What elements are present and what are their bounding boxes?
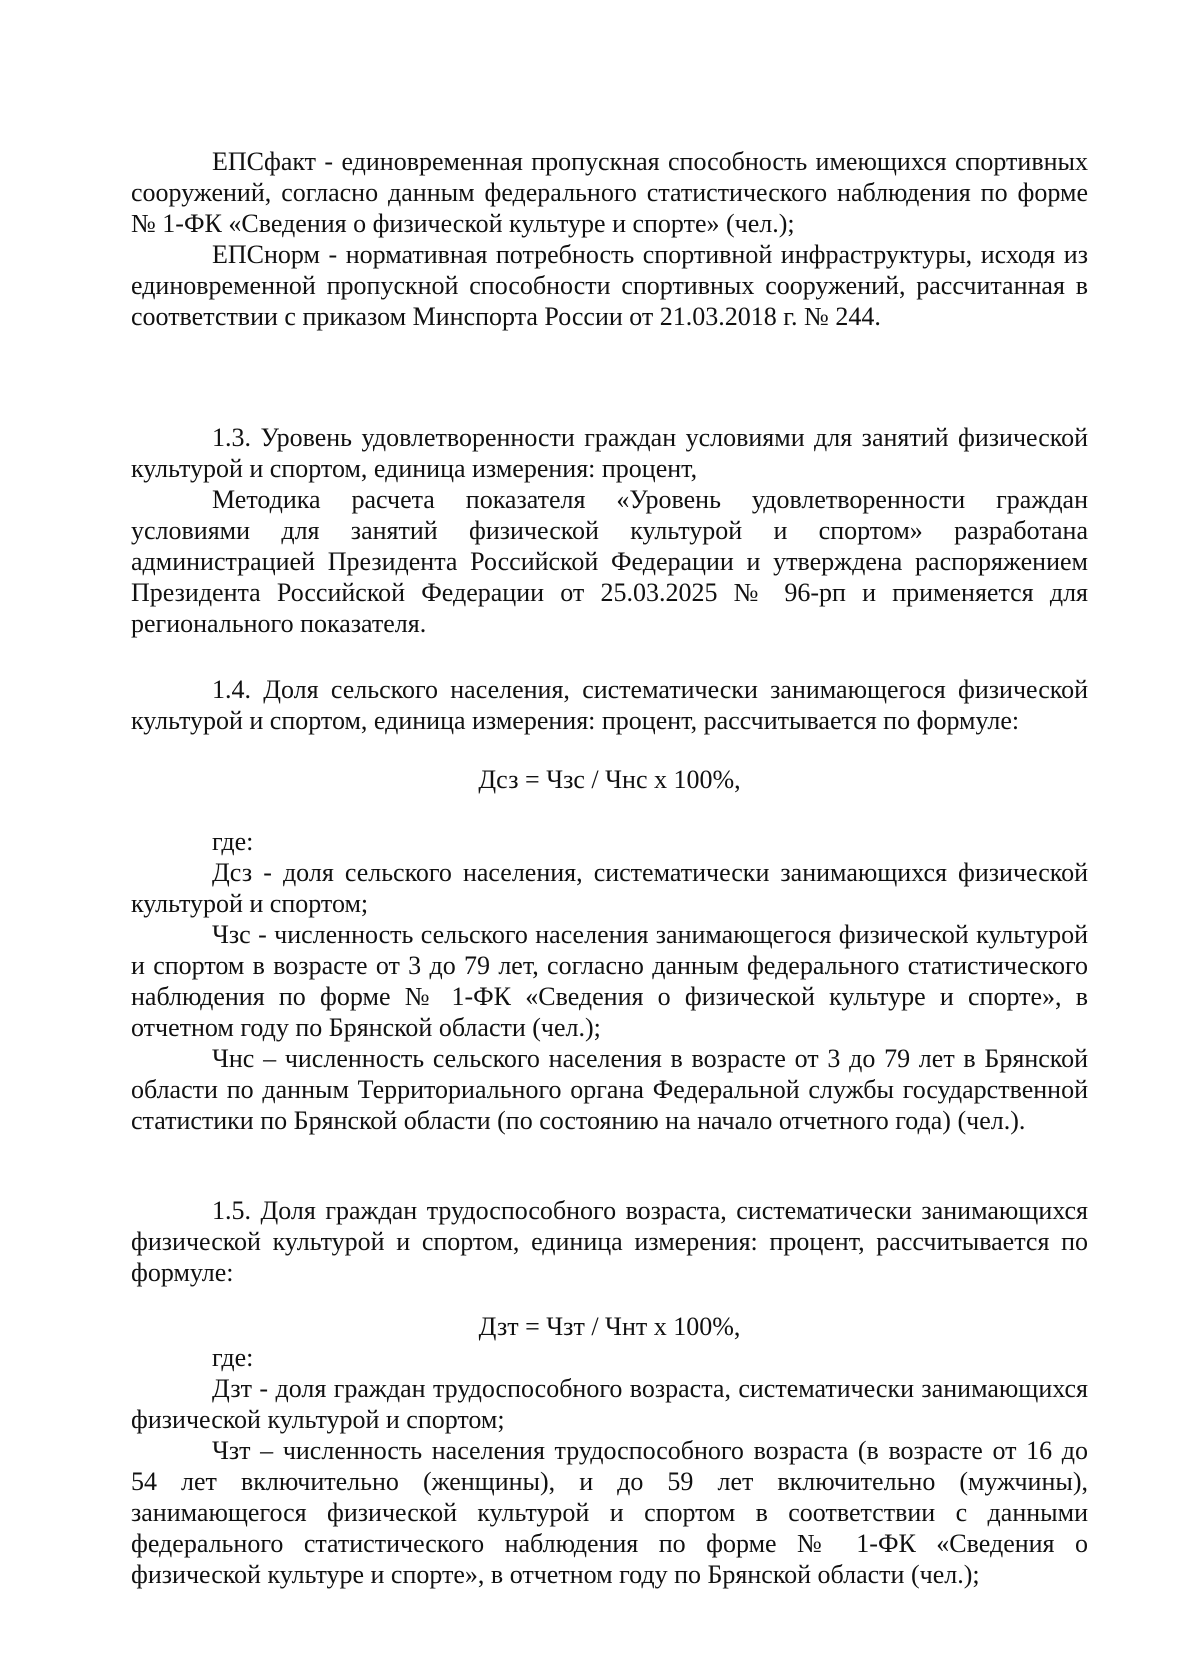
where-label: где: — [212, 1343, 254, 1372]
section-1-5-definitions — [131, 1342, 1088, 1590]
chzs-definition: Чзс - численность сельского населения занимающегося физической культурой и спортом в возрасте от 3 до 79 лет, согласно данным федерального статистического наблюдения по форме № 1-ФК «Сведения о физической культуре и спорте», в отчетном году по Брянской области (чел.); — [131, 920, 1088, 1042]
item-1-3-methodology: Методика расчета показателя «Уровень удовлетворенности граждан условиями для занятий физической культурой и спортом» разработана администрацией Президента Российской Федерации и утверждена распоряжением Президента Российской Федерации от 25.03.2025 № 96-рп и применяется для регионального показателя. — [131, 485, 1088, 638]
chns-definition: Чнс – численность сельского населения в возрасте от 3 до 79 лет в Брянской области по данным Территориального органа Федеральной службы государственной статистики по Брянской области (по состоянию на начало отчетного года) (чел.). — [131, 1044, 1088, 1135]
definitions-eps — [131, 146, 1088, 332]
section-1-4-definitions — [131, 826, 1088, 1136]
formula-1-block — [131, 764, 1088, 795]
section-1-4 — [131, 674, 1088, 736]
dzt-definition: Дзт - доля граждан трудоспособного возраста, систематически занимающихся физической культурой и спортом; — [131, 1374, 1088, 1434]
item-1-5-heading: 1.5. Доля граждан трудоспособного возраста, систематически занимающихся физической культурой и спортом, единица измерения: процент, рассчитывается по формуле: — [131, 1196, 1088, 1287]
section-1-5 — [131, 1195, 1088, 1288]
item-1-3-heading: 1.3. Уровень удовлетворенности граждан условиями для занятий физической культурой и спортом, единица измерения: процент, — [131, 423, 1088, 483]
chzt-definition: Чзт – численность населения трудоспособного возраста (в возрасте от 16 до 54 лет включительно (женщины), и до 59 лет включительно (мужчины), занимающегося физической культурой и спортом в соответствии с данными федерального статистического наблюдения по форме № 1-ФК «Сведения о физической культуре и спорте», в отчетном году по Брянской области (чел.); — [131, 1436, 1088, 1589]
eps-fact-definition: ЕПСфакт - единовременная пропускная способность имеющихся спортивных сооружений, согласно данным федерального статистического наблюдения по форме № 1-ФК «Сведения о физической культуре и спорте» (чел.); — [131, 147, 1088, 238]
formula-dzt: Дзт = Чзт / Чнт х 100%, — [478, 1312, 741, 1341]
dsz-definition: Дсз - доля сельского населения, систематически занимающихся физической культурой и спортом; — [131, 858, 1088, 918]
item-1-4-heading: 1.4. Доля сельского населения, систематически занимающегося физической культурой и спортом, единица измерения: процент, рассчитывается по формуле: — [131, 675, 1088, 735]
formula-dsz: Дсз = Чзс / Чнс х 100%, — [478, 765, 741, 794]
section-1-3 — [131, 422, 1088, 639]
eps-norm-definition: ЕПСнорм - нормативная потребность спортивной инфраструктуры, исходя из единовременной пропускной способности спортивных сооружений, рассчитанная в соответствии с приказом Минспорта России от 21.03.2018 г. № 244. — [131, 240, 1088, 331]
formula-2-block — [131, 1311, 1088, 1342]
where-label: где: — [212, 827, 254, 856]
